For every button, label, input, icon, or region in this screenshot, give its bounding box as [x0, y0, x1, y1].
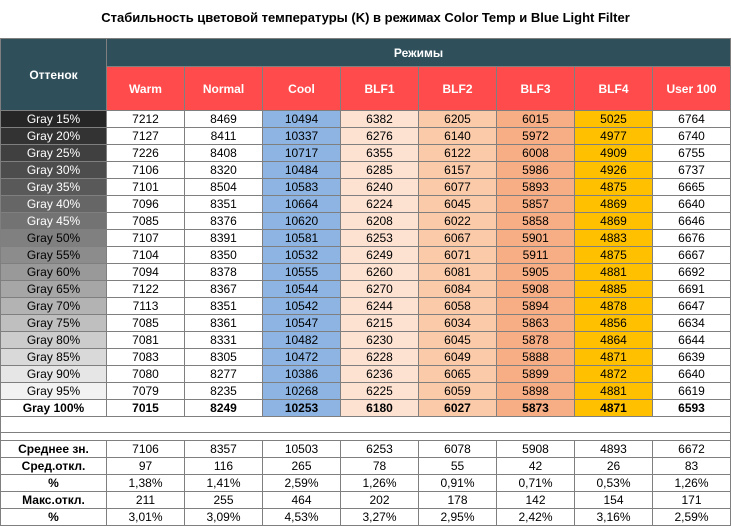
value-cell: 7081	[107, 332, 185, 349]
table-row	[1, 111, 731, 128]
stats-value-cell: 2,59%	[653, 509, 731, 526]
value-cell: 8367	[185, 281, 263, 298]
stats-value-cell: 255	[185, 492, 263, 509]
value-cell: 6737	[653, 162, 731, 179]
stats-value-cell: 5908	[497, 441, 575, 458]
value-cell: 6049	[419, 349, 497, 366]
table-row	[1, 400, 731, 417]
table-row	[1, 230, 731, 247]
stats-value-cell: 171	[653, 492, 731, 509]
value-cell: 4869	[575, 213, 653, 230]
value-cell: 10547	[263, 315, 341, 332]
value-cell: 10544	[263, 281, 341, 298]
stats-value-cell: 83	[653, 458, 731, 475]
modes-group-header: Режимы	[107, 39, 731, 67]
mode-header-cool: Cool	[263, 67, 341, 111]
value-cell: 7085	[107, 213, 185, 230]
stats-label: Среднее зн.	[1, 441, 107, 458]
gray-level-label: Gray 25%	[1, 145, 107, 162]
value-cell: 7106	[107, 162, 185, 179]
value-cell: 4856	[575, 315, 653, 332]
value-cell: 4875	[575, 247, 653, 264]
value-cell: 5888	[497, 349, 575, 366]
table-row	[1, 315, 731, 332]
value-cell: 10583	[263, 179, 341, 196]
value-cell: 7127	[107, 128, 185, 145]
table-row	[1, 145, 731, 162]
value-cell: 5905	[497, 264, 575, 281]
table-row	[1, 298, 731, 315]
gray-level-label: Gray 85%	[1, 349, 107, 366]
value-cell: 4864	[575, 332, 653, 349]
value-cell: 4909	[575, 145, 653, 162]
value-cell: 5908	[497, 281, 575, 298]
mode-header-user-100: User 100	[653, 67, 731, 111]
stats-value-cell: 6253	[341, 441, 419, 458]
gray-level-label: Gray 65%	[1, 281, 107, 298]
value-cell: 4926	[575, 162, 653, 179]
value-cell: 5863	[497, 315, 575, 332]
value-cell: 7107	[107, 230, 185, 247]
table-row	[1, 264, 731, 281]
value-cell: 7212	[107, 111, 185, 128]
value-cell: 5894	[497, 298, 575, 315]
value-cell: 6640	[653, 196, 731, 213]
value-cell: 6619	[653, 383, 731, 400]
value-cell: 10484	[263, 162, 341, 179]
value-cell: 5857	[497, 196, 575, 213]
spacer-row-cell	[1, 417, 731, 433]
value-cell: 7096	[107, 196, 185, 213]
stats-value-cell: 3,27%	[341, 509, 419, 526]
gray-level-label: Gray 95%	[1, 383, 107, 400]
value-cell: 6065	[419, 366, 497, 383]
value-cell: 8277	[185, 366, 263, 383]
value-cell: 7079	[107, 383, 185, 400]
value-cell: 8331	[185, 332, 263, 349]
value-cell: 4872	[575, 366, 653, 383]
stats-value-cell: 2,59%	[263, 475, 341, 492]
table-row	[1, 162, 731, 179]
value-cell: 10717	[263, 145, 341, 162]
value-cell: 8376	[185, 213, 263, 230]
value-cell: 4883	[575, 230, 653, 247]
value-cell: 7083	[107, 349, 185, 366]
value-cell: 8391	[185, 230, 263, 247]
value-cell: 8361	[185, 315, 263, 332]
value-cell: 6022	[419, 213, 497, 230]
gray-level-label: Gray 80%	[1, 332, 107, 349]
value-cell: 10482	[263, 332, 341, 349]
stats-value-cell: 1,41%	[185, 475, 263, 492]
value-cell: 6027	[419, 400, 497, 417]
stats-value-cell: 78	[341, 458, 419, 475]
value-cell: 8351	[185, 298, 263, 315]
stats-value-cell: 42	[497, 458, 575, 475]
value-cell: 10337	[263, 128, 341, 145]
value-cell: 10472	[263, 349, 341, 366]
value-cell: 5898	[497, 383, 575, 400]
value-cell: 6225	[341, 383, 419, 400]
value-cell: 7094	[107, 264, 185, 281]
stats-value-cell: 202	[341, 492, 419, 509]
table-row	[1, 196, 731, 213]
stats-value-cell: 10503	[263, 441, 341, 458]
stats-value-cell: 3,01%	[107, 509, 185, 526]
table-row	[1, 349, 731, 366]
value-cell: 5901	[497, 230, 575, 247]
stats-value-cell: 0,53%	[575, 475, 653, 492]
value-cell: 6634	[653, 315, 731, 332]
value-cell: 5899	[497, 366, 575, 383]
value-cell: 6764	[653, 111, 731, 128]
stats-value-cell: 0,71%	[497, 475, 575, 492]
value-cell: 4878	[575, 298, 653, 315]
stats-row	[1, 458, 731, 475]
mode-header-blf1: BLF1	[341, 67, 419, 111]
stats-row	[1, 441, 731, 458]
gray-level-label: Gray 40%	[1, 196, 107, 213]
stats-row	[1, 475, 731, 492]
value-cell: 5972	[497, 128, 575, 145]
stats-value-cell: 4893	[575, 441, 653, 458]
stats-label: Макс.откл.	[1, 492, 107, 509]
stats-value-cell: 4,53%	[263, 509, 341, 526]
value-cell: 6691	[653, 281, 731, 298]
value-cell: 6240	[341, 179, 419, 196]
value-cell: 6285	[341, 162, 419, 179]
value-cell: 4881	[575, 383, 653, 400]
chart-title: Стабильность цветовой температуры (K) в режимах Color Temp и Blue Light Filter	[101, 10, 630, 25]
gray-level-label: Gray 55%	[1, 247, 107, 264]
value-cell: 7104	[107, 247, 185, 264]
value-cell: 6692	[653, 264, 731, 281]
value-cell: 5893	[497, 179, 575, 196]
value-cell: 5873	[497, 400, 575, 417]
value-cell: 6008	[497, 145, 575, 162]
value-cell: 6740	[653, 128, 731, 145]
value-cell: 6157	[419, 162, 497, 179]
stats-value-cell: 26	[575, 458, 653, 475]
table-row	[1, 332, 731, 349]
value-cell: 6122	[419, 145, 497, 162]
stats-value-cell: 7106	[107, 441, 185, 458]
stats-label: %	[1, 475, 107, 492]
value-cell: 6215	[341, 315, 419, 332]
gray-level-label: Gray 15%	[1, 111, 107, 128]
value-cell: 8320	[185, 162, 263, 179]
value-cell: 6249	[341, 247, 419, 264]
value-cell: 8235	[185, 383, 263, 400]
stats-value-cell: 178	[419, 492, 497, 509]
value-cell: 5025	[575, 111, 653, 128]
value-cell: 7015	[107, 400, 185, 417]
value-cell: 7226	[107, 145, 185, 162]
stats-value-cell: 2,42%	[497, 509, 575, 526]
table-row	[1, 128, 731, 145]
stats-value-cell: 265	[263, 458, 341, 475]
table-row	[1, 281, 731, 298]
value-cell: 6646	[653, 213, 731, 230]
value-cell: 10532	[263, 247, 341, 264]
value-cell: 6140	[419, 128, 497, 145]
value-cell: 10386	[263, 366, 341, 383]
value-cell: 6667	[653, 247, 731, 264]
stats-value-cell: 1,26%	[341, 475, 419, 492]
stats-value-cell: 116	[185, 458, 263, 475]
value-cell: 6230	[341, 332, 419, 349]
mode-header-warm: Warm	[107, 67, 185, 111]
value-cell: 6755	[653, 145, 731, 162]
stats-value-cell: 6078	[419, 441, 497, 458]
value-cell: 6260	[341, 264, 419, 281]
value-cell: 4977	[575, 128, 653, 145]
gray-level-label: Gray 20%	[1, 128, 107, 145]
stats-value-cell: 2,95%	[419, 509, 497, 526]
spacer-row-2	[1, 433, 731, 441]
value-cell: 6593	[653, 400, 731, 417]
value-cell: 6180	[341, 400, 419, 417]
value-cell: 6081	[419, 264, 497, 281]
value-cell: 5911	[497, 247, 575, 264]
table-row	[1, 366, 731, 383]
value-cell: 6015	[497, 111, 575, 128]
value-cell: 4869	[575, 196, 653, 213]
value-cell: 10581	[263, 230, 341, 247]
gray-level-label: Gray 60%	[1, 264, 107, 281]
value-cell: 4885	[575, 281, 653, 298]
stats-value-cell: 1,38%	[107, 475, 185, 492]
value-cell: 6045	[419, 332, 497, 349]
value-cell: 6067	[419, 230, 497, 247]
gray-level-label: Gray 90%	[1, 366, 107, 383]
value-cell: 6644	[653, 332, 731, 349]
mode-header-normal: Normal	[185, 67, 263, 111]
gray-level-label: Gray 70%	[1, 298, 107, 315]
value-cell: 6382	[341, 111, 419, 128]
stats-value-cell: 3,09%	[185, 509, 263, 526]
spacer-row-2-cell	[1, 433, 731, 441]
value-cell: 6640	[653, 366, 731, 383]
value-cell: 8504	[185, 179, 263, 196]
value-cell: 8351	[185, 196, 263, 213]
stats-row	[1, 492, 731, 509]
gray-level-label: Gray 50%	[1, 230, 107, 247]
table-row	[1, 179, 731, 196]
value-cell: 4871	[575, 400, 653, 417]
value-cell: 7113	[107, 298, 185, 315]
value-cell: 6034	[419, 315, 497, 332]
value-cell: 5878	[497, 332, 575, 349]
value-cell: 6084	[419, 281, 497, 298]
value-cell: 7101	[107, 179, 185, 196]
value-cell: 6270	[341, 281, 419, 298]
value-cell: 10542	[263, 298, 341, 315]
value-cell: 10664	[263, 196, 341, 213]
stats-value-cell: 55	[419, 458, 497, 475]
value-cell: 6276	[341, 128, 419, 145]
value-cell: 6224	[341, 196, 419, 213]
value-cell: 6059	[419, 383, 497, 400]
value-cell: 8305	[185, 349, 263, 366]
value-cell: 6236	[341, 366, 419, 383]
value-cell: 6205	[419, 111, 497, 128]
shade-column-header: Оттенок	[1, 39, 107, 111]
stats-value-cell: 142	[497, 492, 575, 509]
value-cell: 6228	[341, 349, 419, 366]
value-cell: 10555	[263, 264, 341, 281]
value-cell: 8469	[185, 111, 263, 128]
gray-level-label: Gray 75%	[1, 315, 107, 332]
value-cell: 6676	[653, 230, 731, 247]
stats-value-cell: 464	[263, 492, 341, 509]
value-cell: 4881	[575, 264, 653, 281]
stats-value-cell: 97	[107, 458, 185, 475]
value-cell: 8408	[185, 145, 263, 162]
gray-level-label: Gray 45%	[1, 213, 107, 230]
value-cell: 10268	[263, 383, 341, 400]
value-cell: 4875	[575, 179, 653, 196]
stats-label: Сред.откл.	[1, 458, 107, 475]
color-temperature-table	[0, 38, 731, 526]
value-cell: 6639	[653, 349, 731, 366]
value-cell: 10620	[263, 213, 341, 230]
gray-level-label: Gray 100%	[1, 400, 107, 417]
stats-label: %	[1, 509, 107, 526]
value-cell: 7080	[107, 366, 185, 383]
value-cell: 8378	[185, 264, 263, 281]
value-cell: 6665	[653, 179, 731, 196]
value-cell: 10253	[263, 400, 341, 417]
stats-row	[1, 509, 731, 526]
spacer-row	[1, 417, 731, 433]
table-row	[1, 383, 731, 400]
value-cell: 6244	[341, 298, 419, 315]
stats-value-cell: 1,26%	[653, 475, 731, 492]
table-row	[1, 247, 731, 264]
value-cell: 6647	[653, 298, 731, 315]
value-cell: 7122	[107, 281, 185, 298]
value-cell: 5986	[497, 162, 575, 179]
stats-value-cell: 6672	[653, 441, 731, 458]
mode-header-blf2: BLF2	[419, 67, 497, 111]
stats-value-cell: 154	[575, 492, 653, 509]
value-cell: 6253	[341, 230, 419, 247]
mode-header-blf4: BLF4	[575, 67, 653, 111]
value-cell: 6355	[341, 145, 419, 162]
value-cell: 8411	[185, 128, 263, 145]
value-cell: 8249	[185, 400, 263, 417]
stats-value-cell: 0,91%	[419, 475, 497, 492]
stats-value-cell: 8357	[185, 441, 263, 458]
value-cell: 6071	[419, 247, 497, 264]
value-cell: 10494	[263, 111, 341, 128]
stats-value-cell: 211	[107, 492, 185, 509]
value-cell: 7085	[107, 315, 185, 332]
value-cell: 6058	[419, 298, 497, 315]
gray-level-label: Gray 30%	[1, 162, 107, 179]
mode-header-blf3: BLF3	[497, 67, 575, 111]
value-cell: 5858	[497, 213, 575, 230]
value-cell: 6208	[341, 213, 419, 230]
gray-level-label: Gray 35%	[1, 179, 107, 196]
value-cell: 8350	[185, 247, 263, 264]
stats-value-cell: 3,16%	[575, 509, 653, 526]
value-cell: 6077	[419, 179, 497, 196]
table-row	[1, 213, 731, 230]
value-cell: 6045	[419, 196, 497, 213]
value-cell: 4871	[575, 349, 653, 366]
